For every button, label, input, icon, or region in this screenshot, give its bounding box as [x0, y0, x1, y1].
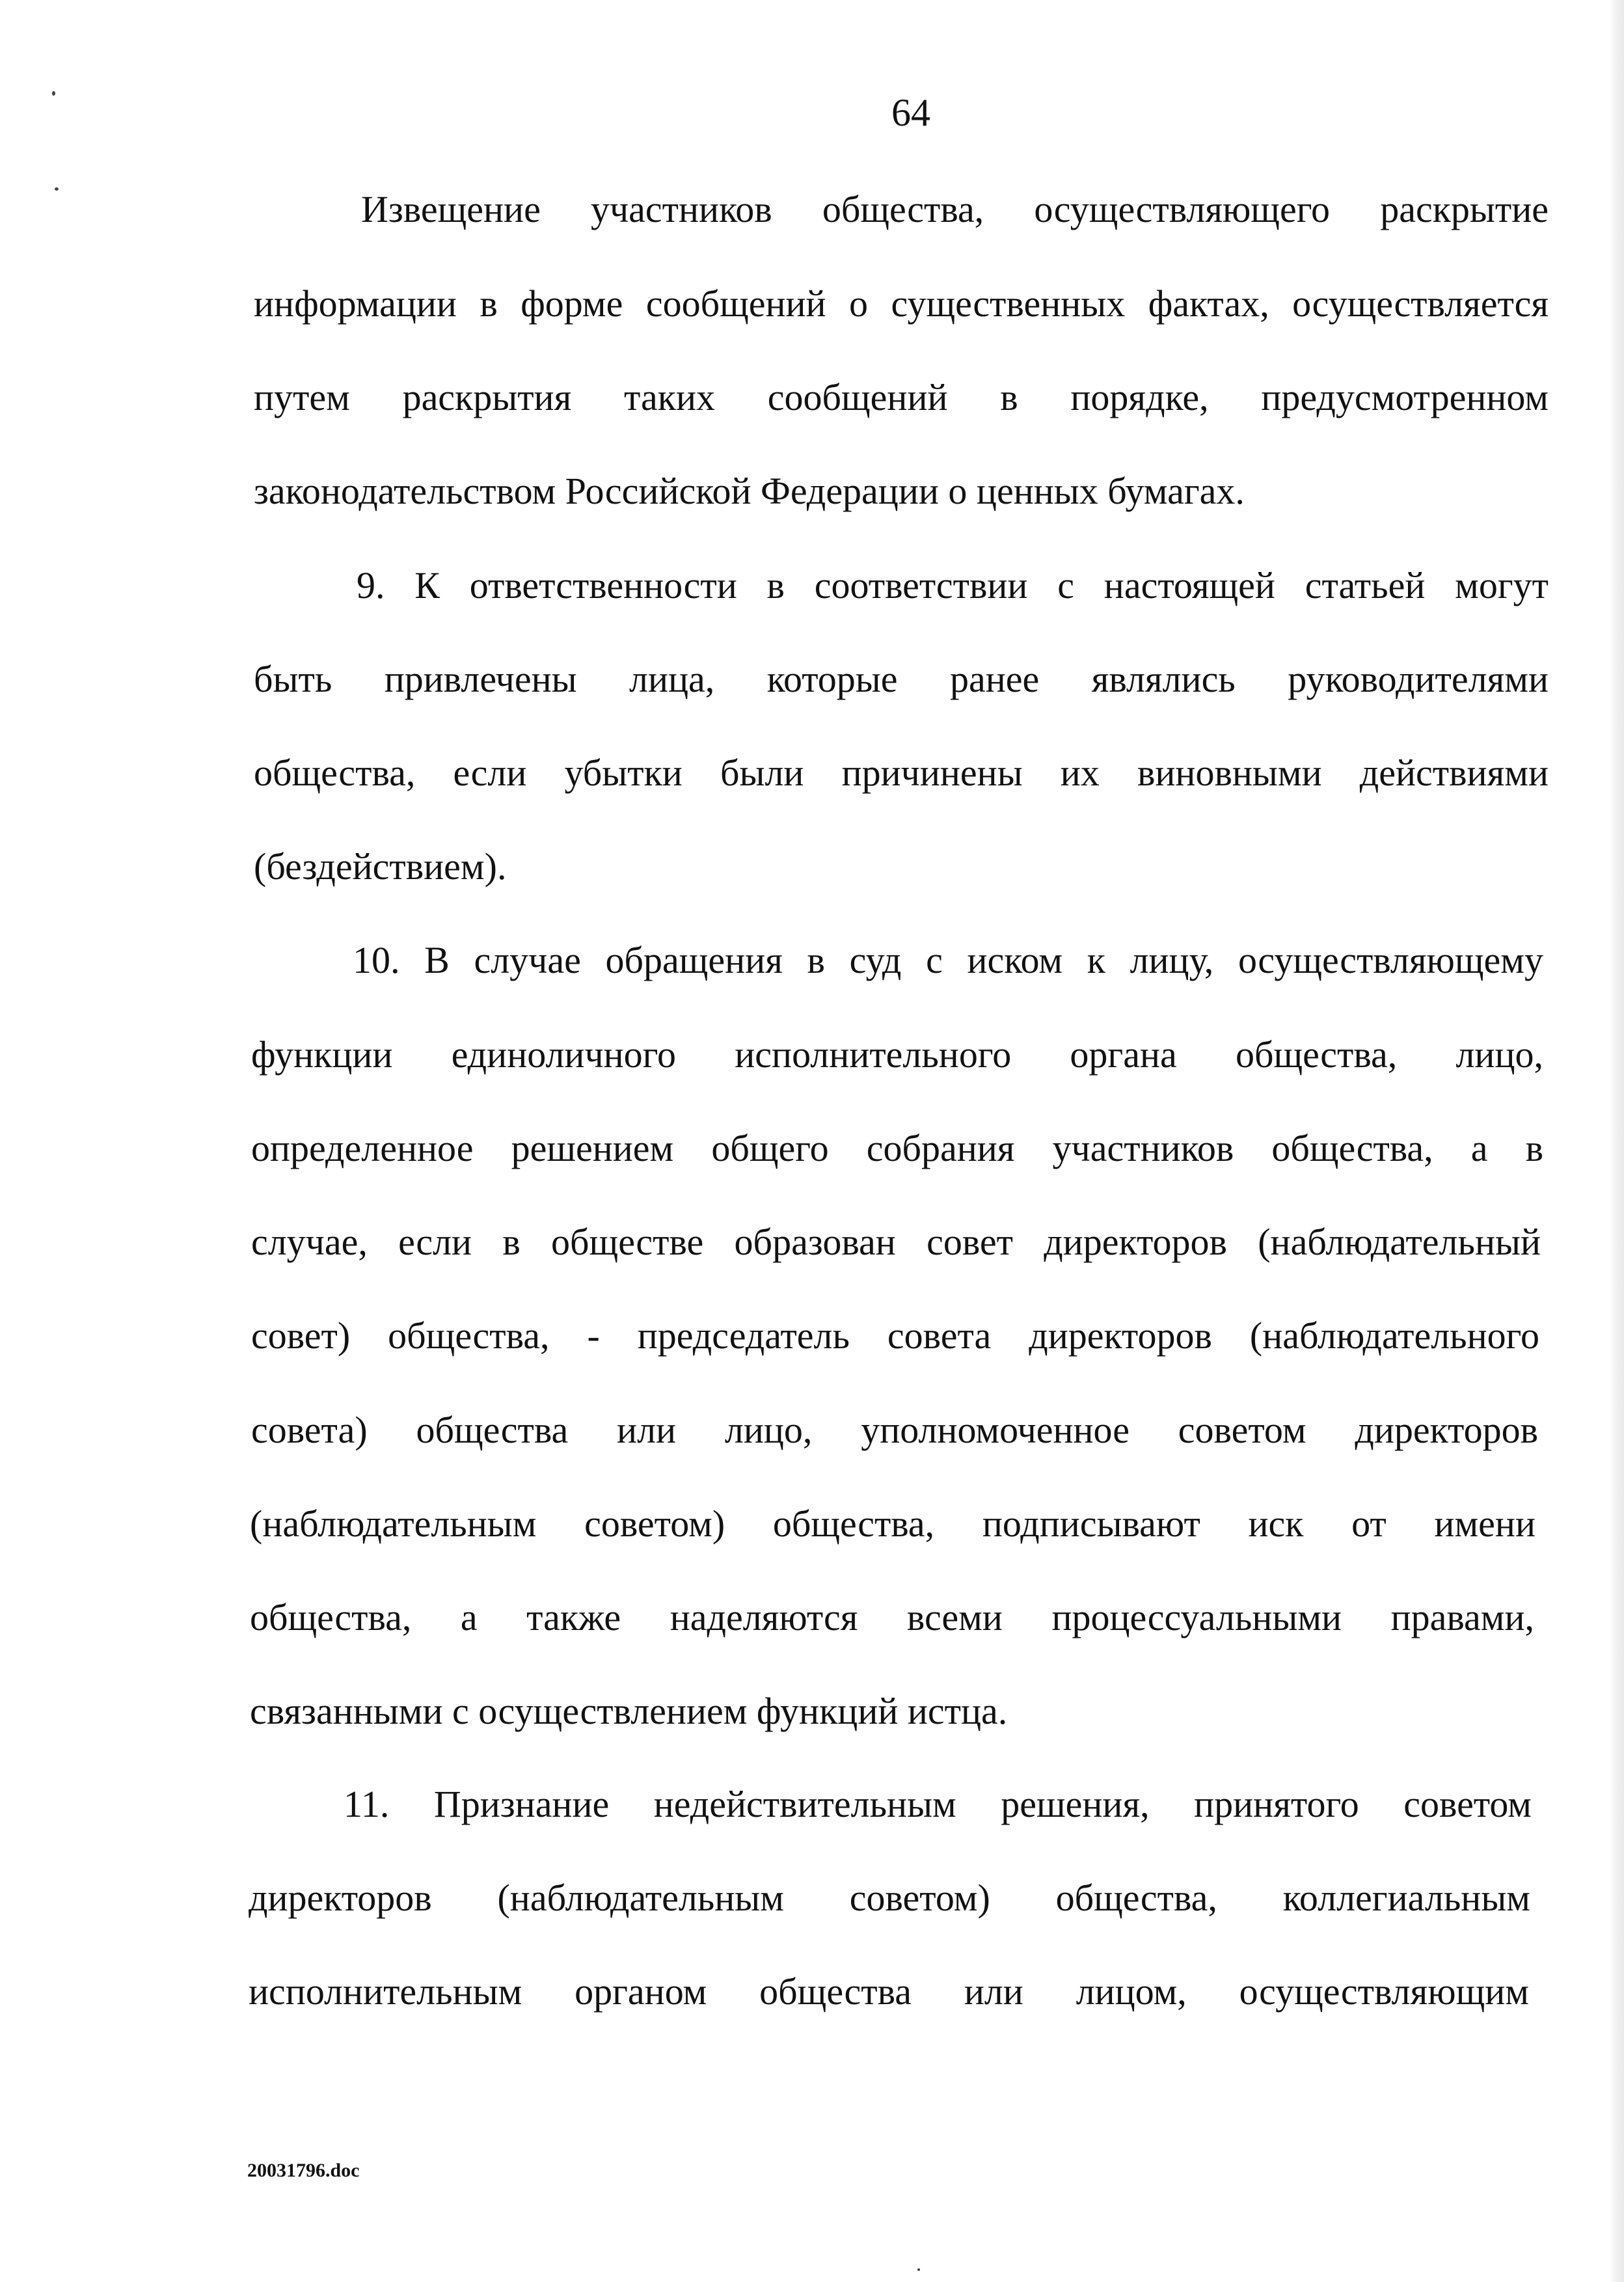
paragraph-4-line-2: директоров (наблюдательным советом) общества, коллегиальным — [249, 1877, 1530, 1919]
paragraph-2-line-1: 9. К ответственности в соответствии с настоящей статьей могут — [357, 564, 1549, 606]
paragraph-3-line-3: определенное решением общего собрания участников общества, а в — [251, 1127, 1543, 1169]
paragraph-1-line-2: информации в форме сообщений о существенных фактах, осуществляется — [254, 282, 1549, 325]
paragraph-3-line-6: совета) общества или лицо, уполномоченное советом директоров — [251, 1409, 1538, 1451]
paragraph-3-line-5: совет) общества, - председатель совета директоров (наблюдательного — [251, 1314, 1539, 1357]
paragraph-1-line-1: Извещение участников общества, осуществляющего раскрытие — [361, 188, 1549, 230]
paragraph-1-line-3: путем раскрытия таких сообщений в порядке, предусмотренном — [254, 376, 1549, 418]
paragraph-1-line-4: законодательством Российской Федерации о ценных бумагах. — [254, 470, 1245, 512]
paragraph-3-line-8: общества, а также наделяются всеми процессуальными правами, — [250, 1596, 1534, 1638]
paragraph-3-line-2: функции единоличного исполнительного органа общества, лицо, — [251, 1033, 1543, 1076]
paragraph-2-line-3: общества, если убытки были причинены их виновными действиями — [254, 752, 1549, 794]
paragraph-3-line-1: 10. В случае обращения в суд с иском к лицу, осуществляющему — [353, 939, 1543, 981]
paragraph-3-line-7: (наблюдательным советом) общества, подписывают иск от имени — [250, 1502, 1536, 1545]
page-number: 64 — [891, 91, 930, 134]
paragraph-2-line-2: быть привлечены лица, которые ранее являлись руководителями — [254, 658, 1549, 700]
footer-filename: 20031796.doc — [247, 2160, 360, 2181]
page-edge-shadow — [1610, 0, 1624, 2282]
scan-speck — [917, 2268, 920, 2271]
paragraph-4-line-3: исполнительным органом общества или лицом, осуществляющим — [249, 1970, 1529, 2013]
paragraph-2-line-4: (бездействием). — [254, 845, 507, 888]
scan-speck — [55, 187, 59, 191]
paragraph-4-line-1: 11. Признание недействительным решения, принятого советом — [344, 1783, 1532, 1825]
paragraph-3-line-9: связанными с осуществлением функций истца. — [250, 1690, 1008, 1732]
scan-speck — [52, 91, 55, 96]
paragraph-3-line-4: случае, если в обществе образован совет директоров (наблюдательный — [251, 1221, 1541, 1263]
